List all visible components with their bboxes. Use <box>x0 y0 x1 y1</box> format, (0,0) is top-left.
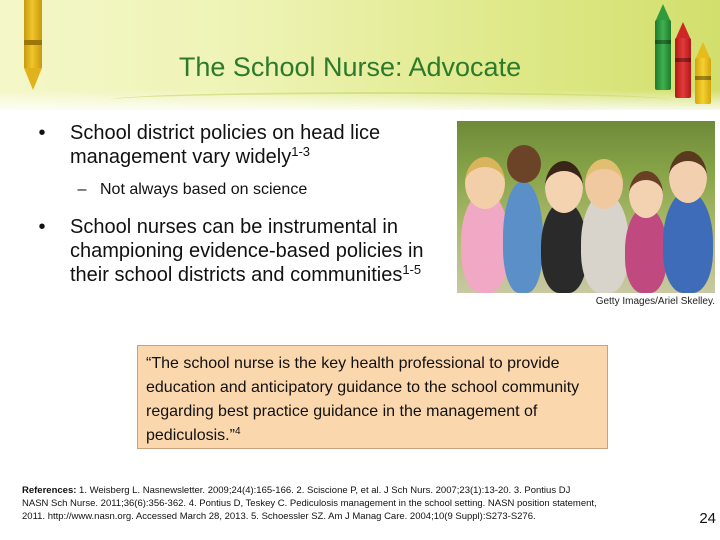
sub-bullet-1-text: Not always based on science <box>100 181 308 198</box>
page-number: 24 <box>699 510 716 527</box>
crayon-band <box>655 40 671 44</box>
crayon-band <box>675 58 691 62</box>
bullet-1-text: School district policies on head lice management vary widely <box>70 122 381 168</box>
child-figure <box>625 207 667 293</box>
yellow-crayon-small-icon <box>695 58 711 104</box>
sub-bullet-1 <box>77 180 430 200</box>
bullet-2-citation: 1-5 <box>402 262 422 277</box>
references-line-2: NASN Sch Nurse. 2011;36(6):356-362. 4. Pontius D, Teskey C. Pediculosis management in the school setting. NASN position statement, <box>22 498 597 509</box>
sub-bullet-glyph: – <box>77 181 87 198</box>
crayon-band <box>695 76 711 80</box>
quote-citation: 4 <box>234 426 241 437</box>
bullet-2 <box>38 215 450 287</box>
children-photo <box>457 121 715 293</box>
photo-credit: Getty Images/Ariel Skelley. <box>595 296 715 307</box>
quote-text: “The school nurse is the key health professional to provide education and anticipatory guidance to the school community regarding best practice guidance in the management of pediculosis.” <box>146 355 580 444</box>
references-line-3: 2011. http://www.nasn.org. Accessed March 28, 2013. 5. Schoessler SZ. Am J Manag Care. 2004;10(9 Suppl):S273-S276. <box>22 511 536 522</box>
child-head <box>465 157 505 209</box>
crayon-tip <box>24 68 42 90</box>
references <box>22 484 682 523</box>
crayon-band <box>24 40 42 45</box>
child-head <box>669 151 707 203</box>
child-figure <box>663 191 713 293</box>
references-label: References: <box>22 485 77 496</box>
child-figure <box>503 181 543 293</box>
bullet-2-text: School nurses can be instrumental in championing evidence-based policies in their school districts and communities <box>70 216 424 286</box>
header-swoosh <box>110 92 670 108</box>
child-head <box>507 145 541 183</box>
quote-box <box>137 345 608 449</box>
child-head <box>629 171 663 218</box>
bullet-1-citation: 1-3 <box>291 144 311 159</box>
red-crayon-icon <box>675 38 691 98</box>
yellow-crayon-icon <box>24 0 42 70</box>
bullet-glyph: • <box>38 216 46 238</box>
child-head <box>585 159 623 209</box>
references-line-1: 1. Weisberg L. Nasnewsletter. 2009;24(4):165-166. 2. Sciscione P, et al. J Sch Nurs. 2007;23(1):13-20. 3. Pontius DJ <box>79 485 571 496</box>
child-head <box>545 161 583 213</box>
bullet-1 <box>38 121 470 169</box>
green-crayon-icon <box>655 20 671 90</box>
slide-title: The School Nurse: Advocate <box>178 52 522 82</box>
bullet-glyph: • <box>38 122 46 144</box>
